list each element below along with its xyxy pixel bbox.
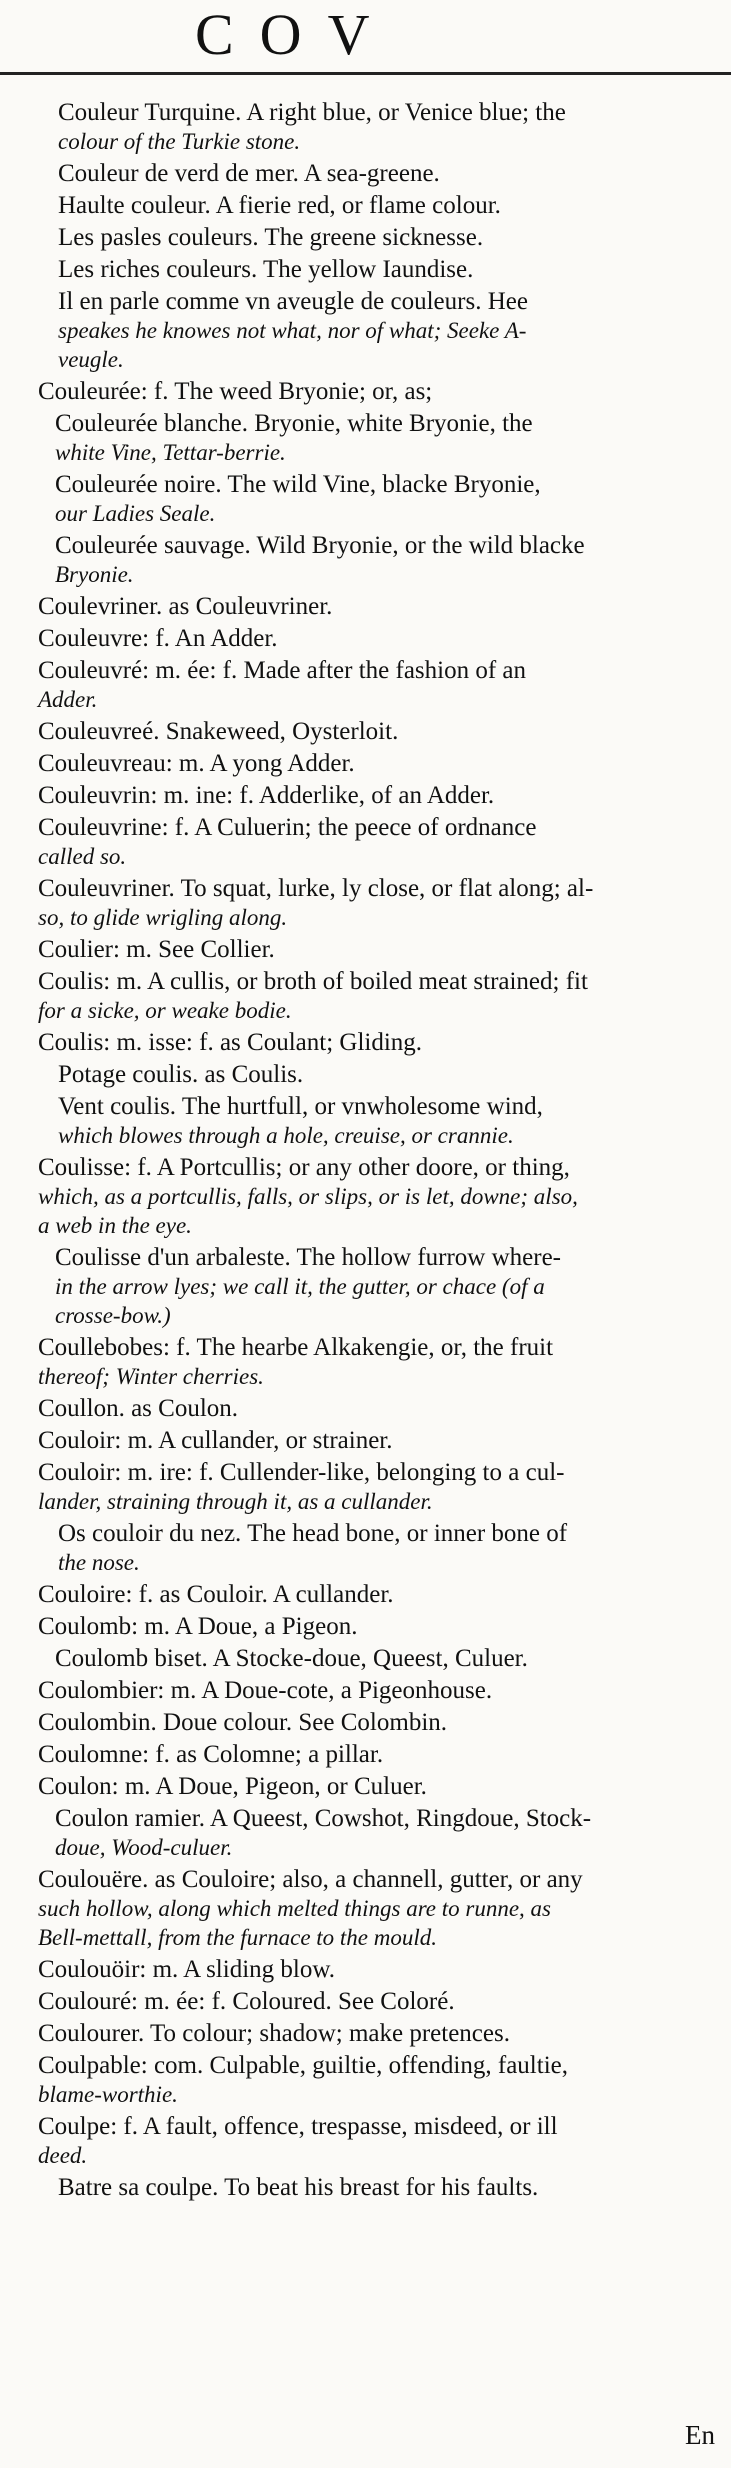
dictionary-entry: [58, 159, 731, 188]
entry-line: Bell-mettall, from the furnace to the mould.: [38, 1925, 438, 1950]
dictionary-entry: [38, 749, 731, 778]
entry-line: Coulis: m. A cullis, or broth of boiled meat strained; fit: [38, 968, 588, 995]
entry-line: such hollow, along which melted things are to runne, as: [38, 1896, 551, 1921]
dictionary-entry: [58, 98, 731, 156]
entry-line: Coulier: m. See Collier.: [38, 936, 275, 963]
entry-line: Coulomb: m. A Doue, a Pigeon.: [38, 1613, 358, 1640]
entry-line: so, to glide wrigling along.: [38, 905, 288, 930]
entry-line: Vent coulis. The hurtfull, or vnwholesome wind,: [58, 1093, 543, 1120]
entry-line: the nose.: [58, 1550, 140, 1575]
dictionary-entry: [38, 2051, 731, 2109]
entry-line: Couleuvreé. Snakeweed, Oysterloit.: [38, 718, 399, 745]
entry-line: Os couloir du nez. The head bone, or inner bone of: [58, 1520, 568, 1547]
entry-line: deed.: [38, 2143, 88, 2168]
entry-line: our Ladies Seale.: [55, 501, 216, 526]
catchword: En: [685, 2420, 715, 2450]
dictionary-entry: [38, 1612, 731, 1641]
entry-line: veugle.: [58, 347, 124, 372]
entry-line: Couleuvrine: f. A Culuerin; the peece of ordnance: [38, 814, 537, 841]
entry-line: called so.: [38, 844, 127, 869]
dictionary-entry: [58, 223, 731, 252]
dictionary-entry: [58, 2173, 731, 2202]
entry-line: Coulouöir: m. A sliding blow.: [38, 1956, 336, 1983]
entry-line: speakes he knowes not what, nor of what; Seeke A-: [58, 318, 527, 343]
entry-line: Coulisse d'un arbaleste. The hollow furrow where-: [55, 1244, 561, 1271]
entry-line: Couleuvré: m. ée: f. Made after the fashion of an: [38, 657, 527, 684]
dictionary-entry: [38, 935, 731, 964]
entry-line: which, as a portcullis, falls, or slips, or is let, downe; also,: [38, 1184, 578, 1209]
dictionary-entry: [38, 624, 731, 653]
dictionary-entry: [38, 813, 731, 871]
dictionary-entry: [55, 409, 731, 467]
entry-line: Coulisse: f. A Portcullis; or any other doore, or thing,: [38, 1154, 570, 1181]
dictionary-entry: [38, 377, 731, 406]
entry-line: Coullon. as Coulon.: [38, 1395, 239, 1422]
dictionary-entry: [38, 656, 731, 714]
entry-line: Couleuvre: f. An Adder.: [38, 625, 278, 652]
dictionary-entry: [38, 1426, 731, 1455]
entry-line: Coulombier: m. A Doue-cote, a Pigeonhouse.: [38, 1677, 493, 1704]
dictionary-entry: [38, 1394, 731, 1423]
dictionary-entry: [38, 781, 731, 810]
dictionary-entry: [38, 2112, 731, 2170]
dictionary-entry: [58, 255, 731, 284]
dictionary-entry: [58, 1060, 731, 1089]
entry-line: Coulon ramier. A Queest, Cowshot, Ringdoue, Stock-: [55, 1805, 592, 1832]
entry-line: Couloir: m. ire: f. Cullender-like, belonging to a cul-: [38, 1459, 565, 1486]
dictionary-entry: [38, 592, 731, 621]
dictionary-entry: [38, 1676, 731, 1705]
entry-line: Couleur Turquine. A right blue, or Venice blue; the: [58, 99, 566, 126]
entry-line: Couleuvreau: m. A yong Adder.: [38, 750, 355, 777]
entry-line: Coulouëre. as Couloire; also, a channell, gutter, or any: [38, 1866, 583, 1893]
entry-line: Batre sa coulpe. To beat his breast for his faults.: [58, 2174, 539, 2201]
entry-line: Les pasles couleurs. The greene sicknesse.: [58, 224, 484, 251]
entry-line: Coulombin. Doue colour. See Colombin.: [38, 1709, 448, 1736]
entry-line: Coulouré: m. ée: f. Coloured. See Coloré.: [38, 1988, 455, 2015]
dictionary-entry: [38, 1580, 731, 1609]
entry-line: blame-worthie.: [38, 2082, 178, 2107]
dictionary-entry: [38, 2019, 731, 2048]
entry-line: Les riches couleurs. The yellow Iaundise.: [58, 256, 474, 283]
dictionary-entry: [55, 1644, 731, 1673]
dictionary-entry: [58, 191, 731, 220]
entry-line: thereof; Winter cherries.: [38, 1364, 264, 1389]
dictionary-entry: [38, 1333, 731, 1391]
dictionary-entry: [55, 1804, 731, 1862]
dictionary-entry: [38, 1153, 731, 1240]
entry-line: Couleurée sauvage. Wild Bryonie, or the wild blacke: [55, 532, 585, 559]
entry-line: Couleurée blanche. Bryonie, white Bryonie, the: [55, 410, 533, 437]
entry-line: Bryonie.: [55, 562, 134, 587]
entry-line: Couleurée noire. The wild Vine, blacke Bryonie,: [55, 471, 541, 498]
entry-line: white Vine, Tettar-berrie.: [55, 440, 286, 465]
dictionary-entry: [58, 1092, 731, 1150]
entry-line: Coulomb biset. A Stocke-doue, Queest, Culuer.: [55, 1645, 528, 1672]
entry-line: lander, straining through it, as a cullander.: [38, 1489, 433, 1514]
dictionary-entry: [38, 1987, 731, 2016]
entry-line: Haulte couleur. A fierie red, or flame colour.: [58, 192, 501, 219]
entry-line: Coullebobes: f. The hearbe Alkakengie, or, the fruit: [38, 1334, 554, 1361]
dictionary-entries: [0, 98, 731, 2202]
dictionary-entry: [38, 1458, 731, 1516]
dictionary-entry: [55, 531, 731, 589]
entry-line: a web in the eye.: [38, 1213, 192, 1238]
dictionary-entry: [38, 1772, 731, 1801]
entry-line: Coulomne: f. as Colomne; a pillar.: [38, 1741, 384, 1768]
dictionary-entry: [55, 1243, 731, 1330]
dictionary-entry: [38, 717, 731, 746]
dictionary-entry: [38, 1740, 731, 1769]
dictionary-entry: [38, 1708, 731, 1737]
entry-line: colour of the Turkie stone.: [58, 129, 301, 154]
entry-line: Potage coulis. as Coulis.: [58, 1061, 304, 1088]
entry-line: Coulpable: com. Culpable, guiltie, offending, faultie,: [38, 2052, 568, 2079]
dictionary-entry: [38, 1028, 731, 1057]
entry-line: Couleur de verd de mer. A sea-greene.: [58, 160, 440, 187]
running-head: COV: [195, 2, 396, 67]
dictionary-entry: [58, 287, 731, 374]
entry-line: Couloir: m. A cullander, or strainer.: [38, 1427, 393, 1454]
page-header: [0, 0, 731, 75]
dictionary-entry: [58, 1519, 731, 1577]
dictionary-entry: [38, 874, 731, 932]
entry-line: Couleuvriner. To squat, lurke, ly close, or flat along; al-: [38, 875, 594, 902]
entry-line: Coulevriner. as Couleuvriner.: [38, 593, 333, 620]
entry-line: Couleurée: f. The weed Bryonie; or, as;: [38, 378, 433, 405]
entry-line: for a sicke, or weake bodie.: [38, 998, 292, 1023]
entry-line: Adder.: [38, 687, 98, 712]
entry-line: Coulon: m. A Doue, Pigeon, or Culuer.: [38, 1773, 427, 1800]
entry-line: in the arrow lyes; we call it, the gutter, or chace (of a: [55, 1274, 545, 1299]
dictionary-entry: [38, 967, 731, 1025]
entry-line: which blowes through a hole, creuise, or crannie.: [58, 1123, 514, 1148]
entry-line: Couleuvrin: m. ine: f. Adderlike, of an Adder.: [38, 782, 495, 809]
entry-line: Coulis: m. isse: f. as Coulant; Gliding.: [38, 1029, 423, 1056]
entry-line: Il en parle comme vn aveugle de couleurs. Hee: [58, 288, 528, 315]
entry-line: crosse-bow.): [55, 1303, 171, 1328]
entry-line: Coulpe: f. A fault, offence, trespasse, misdeed, or ill: [38, 2113, 558, 2140]
dictionary-entry: [38, 1955, 731, 1984]
entry-line: doue, Wood-culuer.: [55, 1835, 233, 1860]
entry-line: Coulourer. To colour; shadow; make pretences.: [38, 2020, 510, 2047]
dictionary-entry: [38, 1865, 731, 1952]
dictionary-entry: [55, 470, 731, 528]
entry-line: Couloire: f. as Couloir. A cullander.: [38, 1581, 394, 1608]
header-rule: [0, 72, 731, 75]
